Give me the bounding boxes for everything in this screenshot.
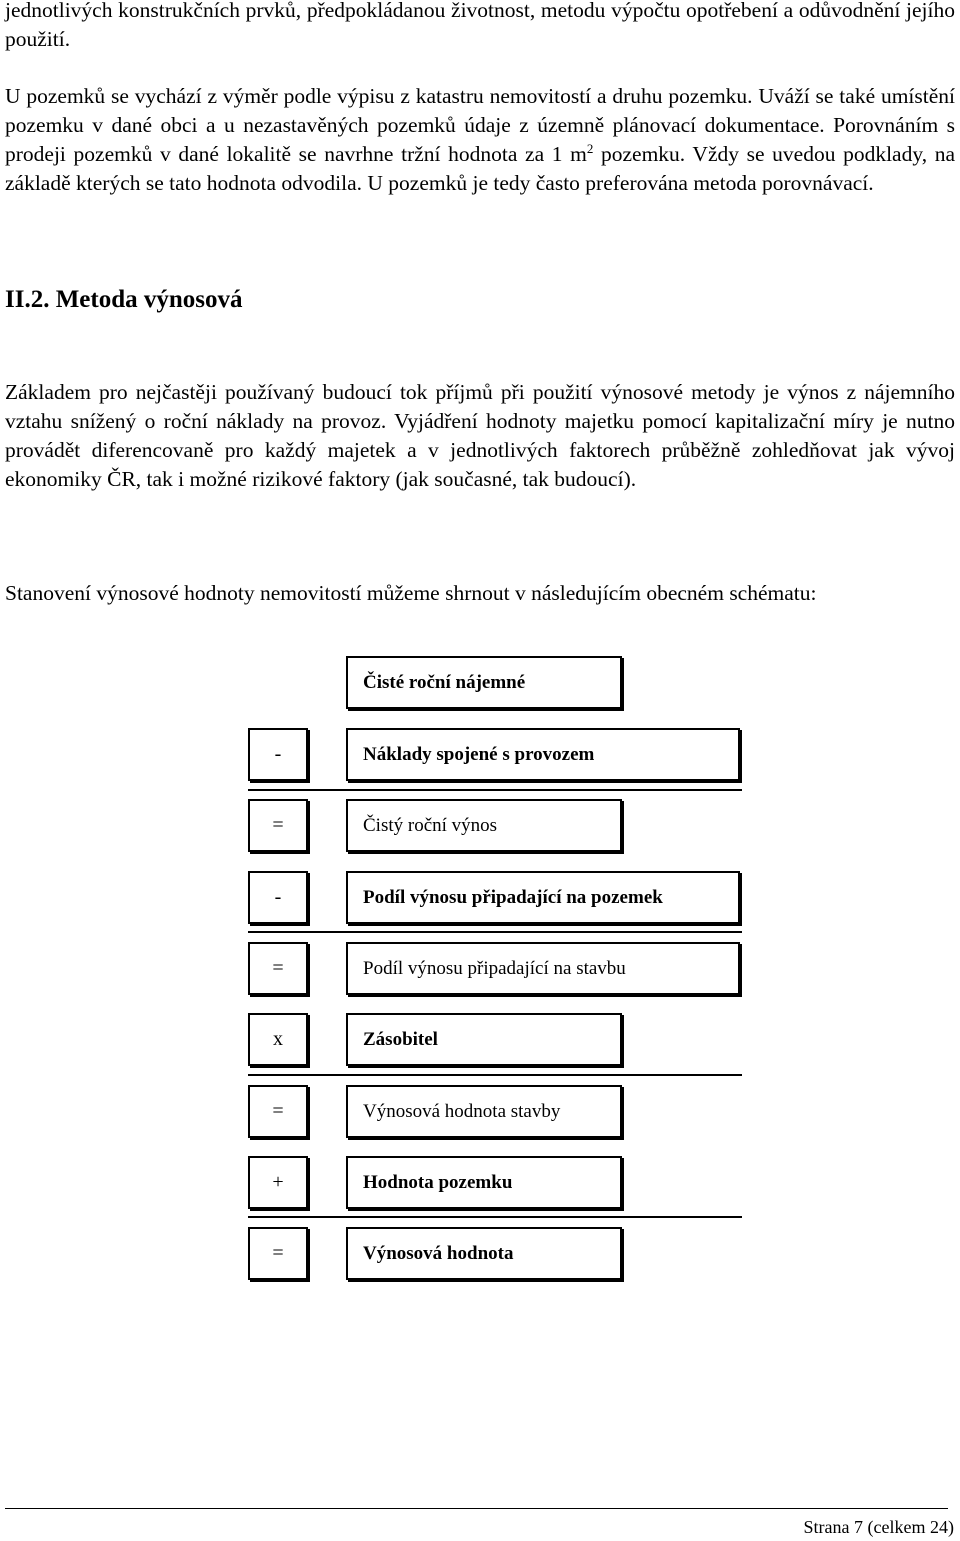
- schema-operator: -: [248, 871, 308, 924]
- footer-divider: [5, 1508, 948, 1509]
- schema-operator: =: [248, 799, 308, 852]
- page-number: Strana 7 (celkem 24): [803, 1517, 954, 1537]
- schema-operator: x: [248, 1013, 308, 1066]
- schema-box-net-annual-yield: Čistý roční výnos: [346, 799, 622, 852]
- schema-box-building-yield-share: Podíl výnosu připadající na stavbu: [346, 942, 740, 995]
- paragraph-text: U pozemků se vychází z výměr podle výpisu z katastru nemovitostí a druhu pozemku. Uváží se také umístění pozemku v dané obci a u nezastavěných pozemků údaje z územně plánovací dokumentace. Porovnáním s prodeji pozemků v dané lokalitě se navrhne tržní hodnota za 1 m: [5, 84, 955, 166]
- superscript: 2: [586, 140, 594, 156]
- schema-operator: =: [248, 942, 308, 995]
- sum-line: [248, 1074, 742, 1076]
- schema-box-land-yield-share: Podíl výnosu připadající na pozemek: [346, 871, 740, 924]
- sum-line: [248, 1216, 742, 1218]
- schema-box-multiplier: Zásobitel: [346, 1013, 622, 1066]
- schema-box-income-value: Výnosová hodnota: [346, 1227, 622, 1280]
- schema-operator: =: [248, 1085, 308, 1138]
- sum-line: [248, 789, 742, 791]
- schema-box-land-value: Hodnota pozemku: [346, 1156, 622, 1209]
- schema-operator: +: [248, 1156, 308, 1209]
- schema-box-building-income-value: Výnosová hodnota stavby: [346, 1085, 622, 1138]
- schema-operator: =: [248, 1227, 308, 1280]
- paragraph-text: pozemku. Vždy se uvedou podklady, na základě kterých se tato hodnota odvodila. U pozemků je tedy často preferována metoda porovnávací.: [5, 142, 956, 195]
- paragraph-income-method: Základem pro nejčastěji používaný budoucí tok příjmů při použití výnosové metody je výnos z nájemního vztahu snížený o roční náklady na provoz. Vyjádření hodnoty majetku pomocí kapitalizační míry je nutno provádět diferencovaně pro každý majetek a v jednotlivých faktorech průběžně zohledňovat jak vývoj ekonomiky ČR, tak i možné rizikové faktory (jak současné, tak budoucí).: [5, 380, 955, 491]
- schema-box-operating-costs: Náklady spojené s provozem: [346, 728, 740, 781]
- paragraph-continuation: [5, 0, 955, 54]
- paragraph-text: jednotlivých konstrukčních prvků, předpokládanou životnost, metodu výpočtu opotřebení a odůvodnění jejího použití.: [5, 0, 955, 51]
- schema-intro: Stanovení výnosové hodnoty nemovitostí můžeme shrnout v následujícím obecném schématu:: [5, 581, 817, 605]
- section-heading: II.2. Metoda výnosová: [5, 286, 243, 313]
- schema-operator: -: [248, 728, 308, 781]
- schema-box-net-rent: Čisté roční nájemné: [346, 656, 622, 709]
- paragraph-land-valuation: [5, 82, 955, 198]
- sum-line: [248, 931, 742, 933]
